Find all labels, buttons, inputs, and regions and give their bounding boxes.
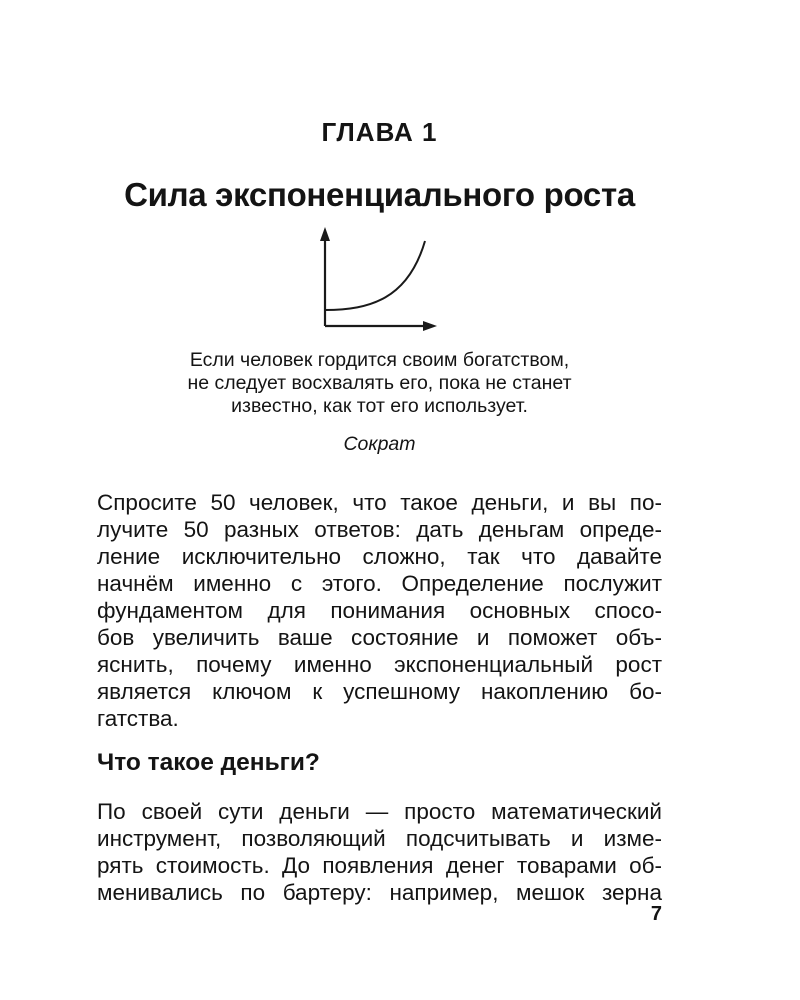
- text-line: является ключом к успешному накоплению бо-: [97, 679, 662, 704]
- text-line: менивались по бартеру: например, мешок зерна: [97, 880, 662, 905]
- text-line: рять стоимость. До появления денег товарами об-: [97, 853, 662, 878]
- paragraph-what-is-money: [97, 798, 662, 906]
- y-axis-arrow-icon: [320, 227, 330, 241]
- text-line: гатства.: [97, 706, 179, 731]
- epigraph-line: не следует восхвалять его, пока не станет: [187, 372, 572, 394]
- text-line: яснить, почему именно экспоненциальный рост: [97, 652, 662, 677]
- epigraph-line: известно, как тот его использует.: [231, 395, 528, 417]
- text-line: инструмент, позволяющий подсчитывать и изме-: [97, 826, 662, 851]
- text-line: бов увеличить ваше состояние и поможет объ-: [97, 625, 662, 650]
- exponential-curve: [325, 241, 425, 310]
- section-heading: Что такое деньги?: [97, 749, 320, 776]
- paragraph-money-definition: [97, 489, 662, 732]
- text-line: ление исключительно сложно, так что давайте: [97, 544, 662, 569]
- epigraph: [97, 349, 662, 456]
- epigraph-attribution: Сократ: [343, 433, 416, 455]
- text-line: По своей сути деньги — просто математический: [97, 799, 662, 824]
- text-line: лучите 50 разных ответов: дать деньгам опреде-: [97, 517, 662, 542]
- chapter-label: ГЛАВА 1: [321, 117, 438, 147]
- exponential-growth-figure: [97, 226, 662, 336]
- page-number: 7: [650, 903, 662, 925]
- text-line: Спросите 50 человек, что такое деньги, и вы по-: [97, 490, 662, 515]
- chapter-title: Сила экспоненциального роста: [124, 176, 635, 213]
- x-axis-arrow-icon: [423, 321, 437, 331]
- epigraph-line: Если человек гордится своим богатством,: [189, 349, 570, 371]
- text-line: фундаментом для понимания основных спосо-: [97, 598, 662, 623]
- text-line: начнём именно с этого. Определение послужит: [97, 571, 662, 596]
- exponential-curve-chart: [315, 226, 445, 336]
